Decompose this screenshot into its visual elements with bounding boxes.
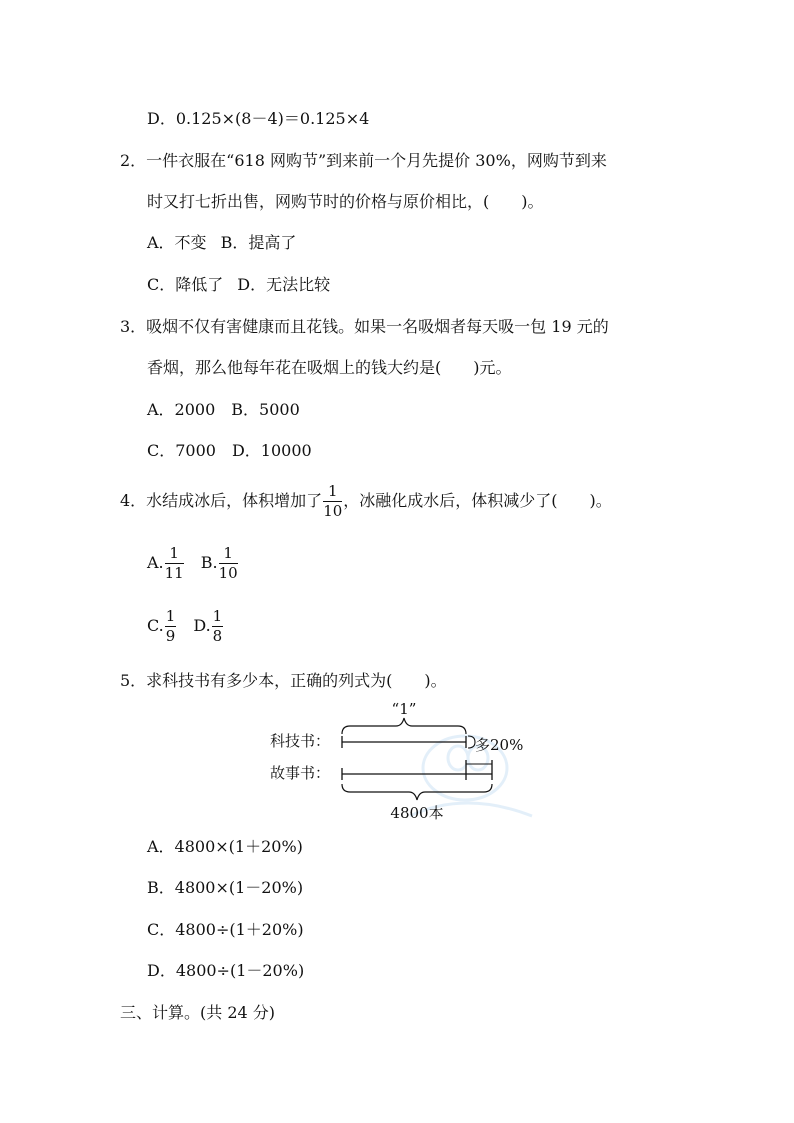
q4-stem-prefix: 4．水结成冰后，体积增加了	[120, 491, 323, 510]
q2-options-row1	[147, 232, 296, 254]
q2-option-a: A．不变	[147, 233, 207, 252]
q4-option-c-denominator: 9	[165, 627, 176, 645]
q3-option-d: D．10000	[231, 441, 312, 460]
diagram-svg	[270, 698, 540, 828]
q4-option-b-denominator: 10	[218, 564, 238, 582]
q4-option-d-fraction	[212, 609, 224, 644]
q4-option-d-label: D.	[193, 616, 211, 635]
q4-fraction	[323, 484, 342, 519]
q2-options-row2	[147, 274, 330, 296]
q2-stem-line1: 2．一件衣服在“618 网购节”到来前一个月先提价 30%，网购节到来	[120, 151, 607, 170]
top-label: “1”	[391, 700, 417, 718]
q5-stem: 5．求科技书有多少本，正确的列式为( )。	[120, 671, 447, 690]
q3-stem-line1: 3．吸烟不仅有害健康而且花钱。如果一名吸烟者每天吸一包 19 元的	[120, 317, 609, 336]
q3-option-a: A．2000	[147, 400, 216, 419]
q4-option-a-denominator: 11	[164, 564, 184, 582]
q4-option-a-numerator: 1	[165, 546, 184, 564]
q4-option-d-denominator: 8	[212, 627, 223, 645]
line-segment-diagram	[270, 698, 540, 832]
row2-label: 故事书：	[270, 764, 331, 782]
q4-option-b-numerator: 1	[219, 546, 238, 564]
q3-option-b: B．5000	[231, 400, 300, 419]
q4-option-b-fraction	[219, 546, 238, 581]
q5-option-c: C．4800÷(1＋20%)	[147, 920, 304, 939]
q3-option-c: C．7000	[147, 441, 216, 460]
q4-option-c-label: C.	[147, 616, 164, 635]
section-3-title: 三、计算。(共 24 分)	[120, 1003, 276, 1022]
q3-options-row1	[147, 399, 300, 421]
q2-option-b: B．提高了	[220, 233, 297, 252]
q4-option-a-label: A.	[147, 553, 164, 572]
q4-stem-suffix: ，冰融化成水后，体积减少了( )。	[343, 491, 612, 510]
total-label: 4800本	[390, 804, 444, 822]
bottom-brace	[342, 784, 492, 800]
q4-option-c-fraction	[165, 609, 177, 644]
more-label: 多20%	[475, 736, 524, 754]
q4-options-row1	[147, 541, 239, 585]
q5-option-b: B．4800×(1－20%)	[147, 878, 304, 897]
q3-options-row2	[147, 440, 312, 462]
q5-option-a: A．4800×(1＋20%)	[147, 837, 303, 856]
q2-stem-line2: 时又打七折出售，网购节时的价格与原价相比，( )。	[147, 192, 544, 211]
q5-option-d: D．4800÷(1－20%)	[147, 961, 305, 980]
row1-label: 科技书：	[270, 732, 331, 750]
q4-stem	[120, 479, 612, 523]
q1-option-d: D．0.125×(8－4)＝0.125×4	[147, 109, 370, 128]
top-brace	[342, 718, 466, 734]
q2-option-d: D．无法比较	[237, 275, 331, 294]
q4-fraction-denominator: 10	[323, 502, 343, 520]
q4-option-c-numerator: 1	[165, 607, 176, 625]
q3-stem-line2: 香烟，那么他每年花在吸烟上的钱大约是( )元。	[147, 358, 512, 377]
q4-option-b-label: B.	[200, 553, 218, 572]
q4-options-row2	[147, 604, 224, 648]
q4-option-a-fraction	[165, 546, 184, 581]
q2-option-c: C．降低了	[147, 275, 224, 294]
q4-fraction-numerator: 1	[323, 484, 342, 502]
q4-option-d-numerator: 1	[212, 607, 223, 625]
